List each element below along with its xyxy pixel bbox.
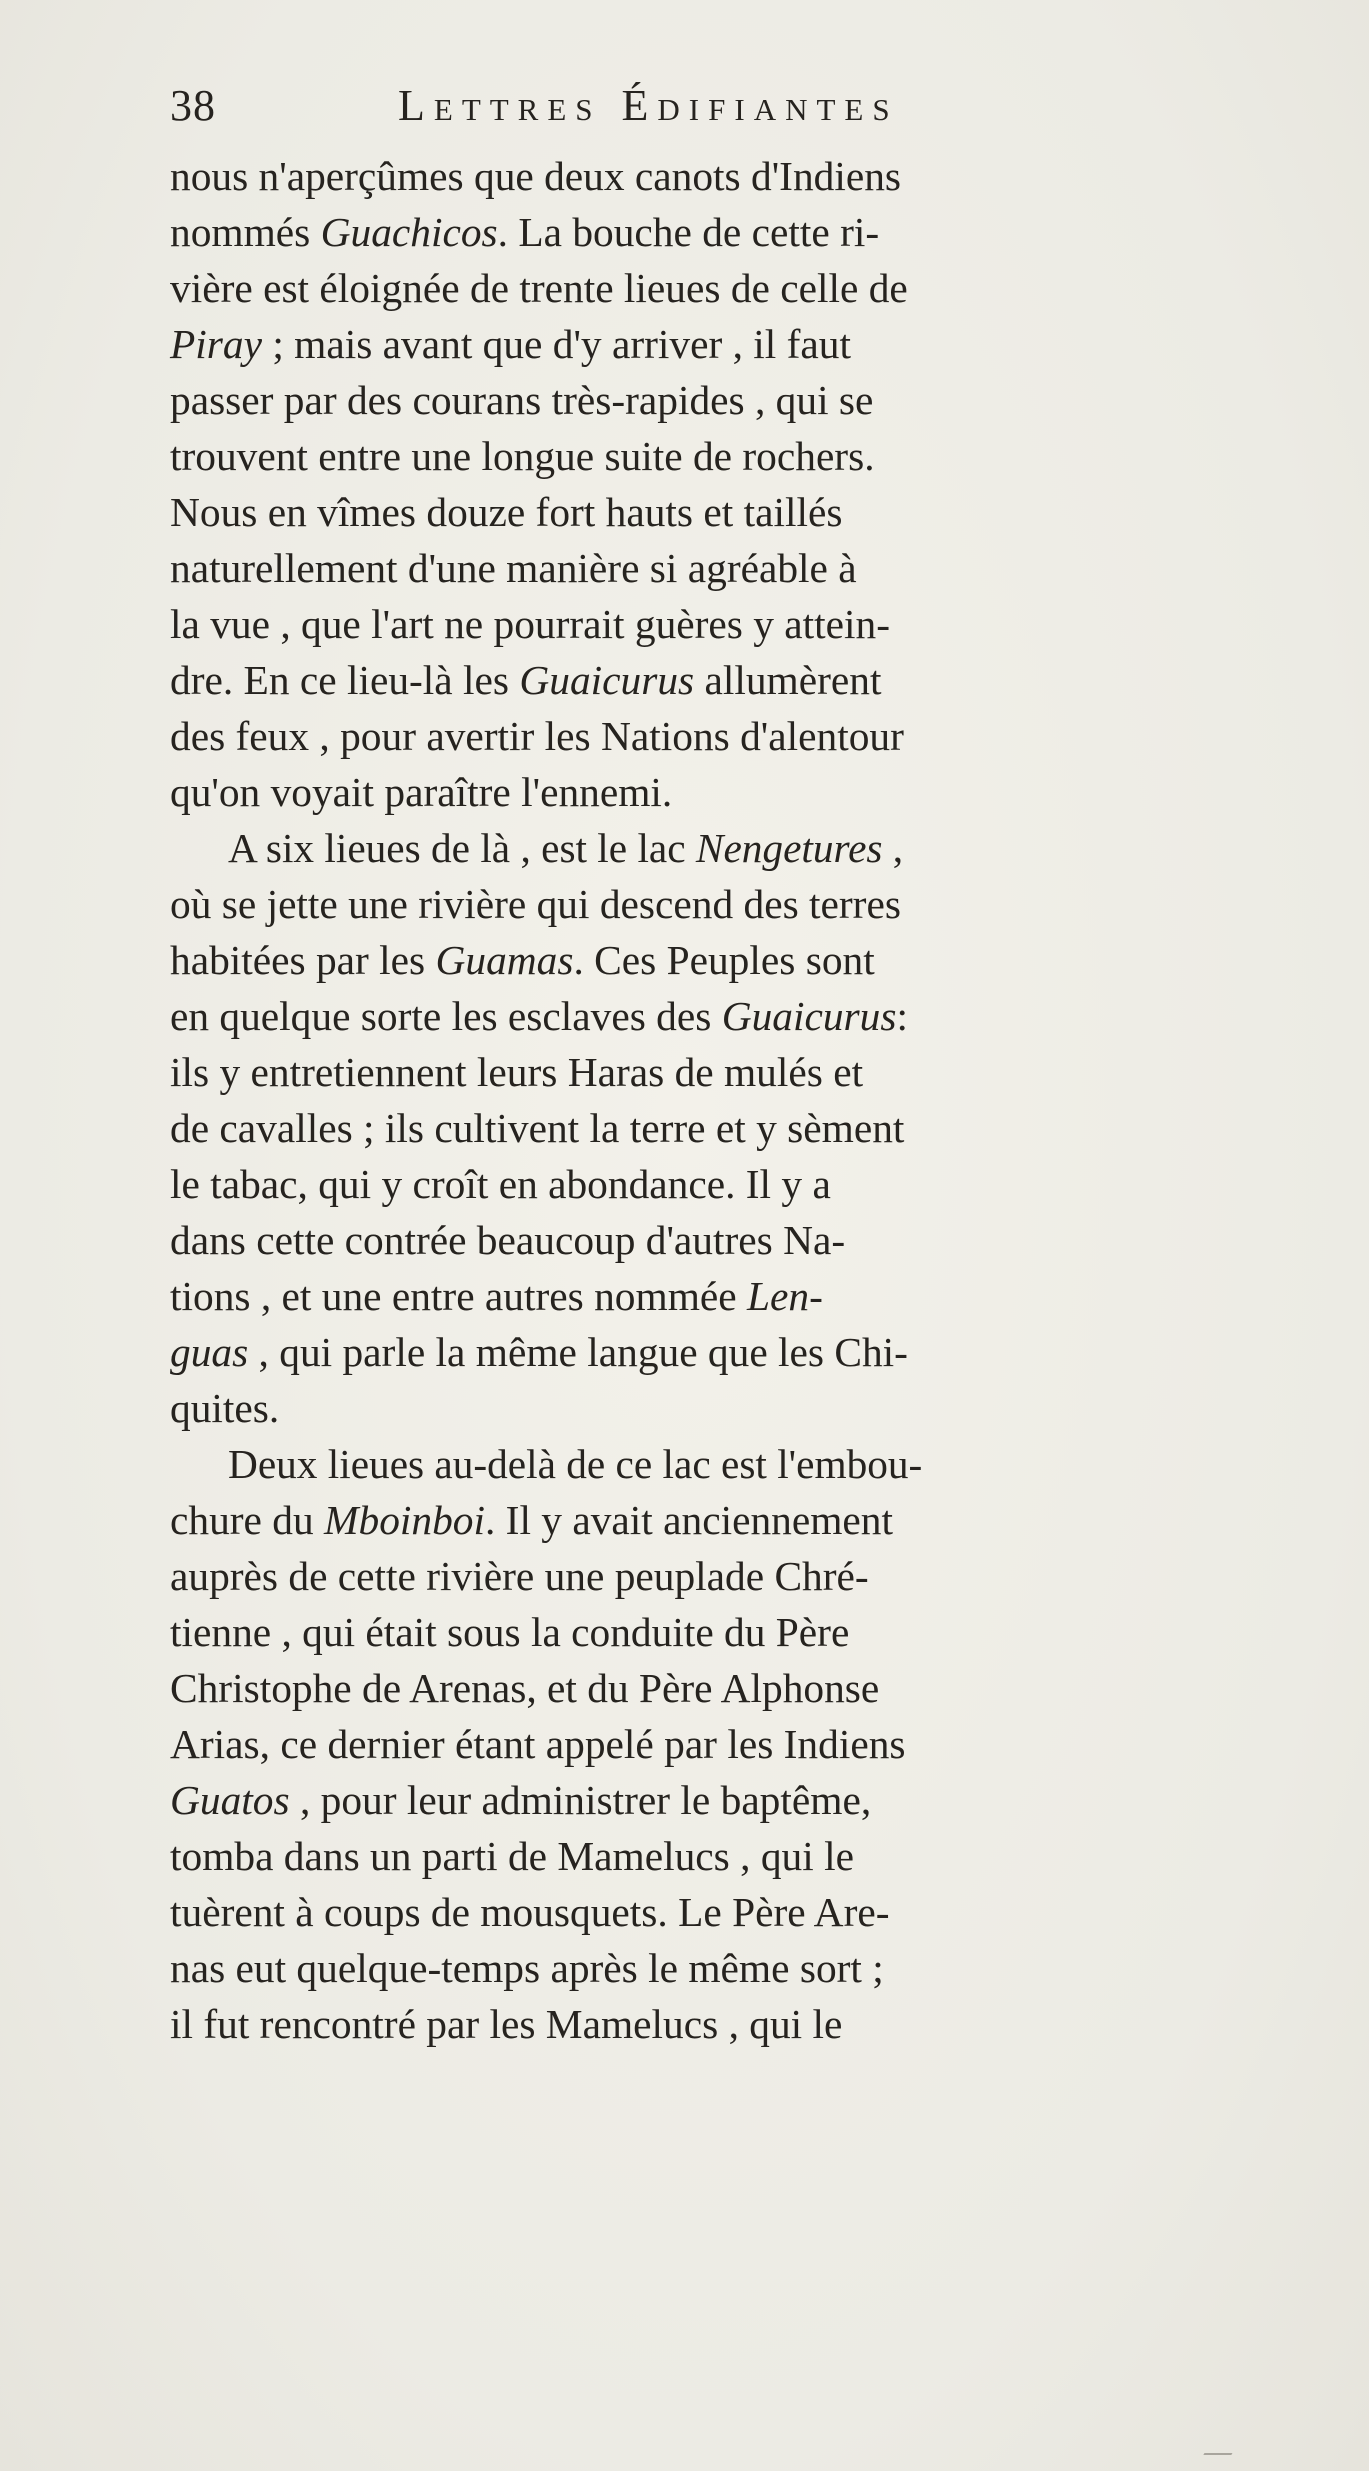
text-segment: nous n'aperçûmes que deux canots d'Indiens [170, 153, 902, 199]
body-text [170, 148, 1250, 2052]
italic-name: Guamas [435, 937, 574, 983]
text-line [170, 1268, 1250, 1324]
text-line [170, 260, 1250, 316]
text-segment: . Il y avait anciennement [484, 1497, 893, 1543]
text-segment: de cavalles ; ils cultivent la terre et y sèment [170, 1105, 905, 1151]
italic-name: Mboinboi [324, 1497, 485, 1543]
text-segment: Arias, ce dernier étant appelé par les Indiens [170, 1721, 906, 1767]
text-segment: le tabac, qui y croît en abondance. Il y a [170, 1161, 831, 1207]
text-line [170, 1436, 1250, 1492]
text-segment: dans cette contrée beaucoup d'autres Na- [170, 1217, 846, 1263]
text-segment: des feux , pour avertir les Nations d'alentour [170, 713, 904, 759]
text-line [170, 1492, 1250, 1548]
text-segment: allumèrent [694, 657, 882, 703]
text-segment: : [896, 993, 908, 1039]
text-segment: dre. En ce lieu-là les [170, 657, 520, 703]
page-corner-mark [1198, 2453, 1233, 2465]
text-line [170, 1604, 1250, 1660]
text-segment: trouvent entre une longue suite de rochers. [170, 433, 875, 479]
text-segment: tienne , qui était sous la conduite du Père [170, 1609, 850, 1655]
text-segment: Christophe de Arenas, et du Père Alphonse [170, 1665, 880, 1711]
text-segment: Deux lieues au-delà de ce lac est l'embou- [228, 1441, 923, 1487]
page-number: 38 [170, 81, 216, 130]
italic-name: guas [170, 1329, 249, 1375]
text-segment: , [882, 825, 904, 871]
text-line [170, 1772, 1250, 1828]
text-line [170, 596, 1250, 652]
text-line [170, 652, 1250, 708]
text-segment: tuèrent à coups de mousquets. Le Père Are- [170, 1889, 890, 1935]
text-segment: naturellement d'une manière si agréable à [170, 545, 857, 591]
text-segment: A six lieues de là , est le lac [228, 825, 696, 871]
text-segment: , pour leur administrer le baptême, [289, 1777, 872, 1823]
text-line [170, 876, 1250, 932]
text-segment: nommés [170, 209, 321, 255]
italic-name: Guaicurus [721, 993, 897, 1039]
text-segment: il fut rencontré par les Mamelucs , qui le [170, 2001, 843, 2047]
text-segment: , qui parle la même langue que les Chi- [248, 1329, 908, 1375]
text-line [170, 708, 1250, 764]
text-line [170, 540, 1250, 596]
text-segment: ils y entretiennent leurs Haras de mulés et [170, 1049, 864, 1095]
text-segment: qu'on voyait paraître l'ennemi. [170, 769, 673, 815]
text-line [170, 1100, 1250, 1156]
text-segment: auprès de cette rivière une peuplade Chré- [170, 1553, 869, 1599]
text-segment: . Ces Peuples sont [573, 937, 875, 983]
text-segment: Nous en vîmes douze fort hauts et taillés [170, 489, 843, 535]
text-segment: vière est éloignée de trente lieues de celle de [170, 265, 908, 311]
text-line [170, 1828, 1250, 1884]
text-segment: tions , et une entre autres nommée [170, 1273, 747, 1319]
text-segment: nas eut quelque-temps après le même sort ; [170, 1945, 884, 1991]
text-line [170, 1548, 1250, 1604]
text-line [170, 1324, 1250, 1380]
text-segment: tomba dans un parti de Mamelucs , qui le [170, 1833, 854, 1879]
text-segment: habitées par les [170, 937, 436, 983]
text-line [170, 1996, 1250, 2052]
text-line [170, 316, 1250, 372]
text-line [170, 1380, 1250, 1436]
text-segment: où se jette une rivière qui descend des terres [170, 881, 901, 927]
text-line [170, 820, 1250, 876]
text-line [170, 204, 1250, 260]
italic-name: Nengetures [695, 825, 883, 871]
italic-name: Guatos [170, 1777, 290, 1823]
text-line [170, 372, 1250, 428]
text-line [170, 764, 1250, 820]
text-segment: quites. [170, 1385, 280, 1431]
italic-name: Guachicos [320, 209, 498, 255]
text-line [170, 1156, 1250, 1212]
text-line [170, 1212, 1250, 1268]
running-title: Lettres Édifiantes [398, 81, 899, 130]
text-segment: . La bouche de cette ri- [497, 209, 880, 255]
text-line [170, 1716, 1250, 1772]
text-line [170, 428, 1250, 484]
text-segment: ; mais avant que d'y arriver , il faut [261, 321, 851, 367]
text-line [170, 1660, 1250, 1716]
italic-name: Guaicurus [519, 657, 695, 703]
text-line [170, 148, 1250, 204]
text-segment: en quelque sorte les esclaves des [170, 993, 722, 1039]
text-segment: la vue , que l'art ne pourrait guères y attein- [170, 601, 891, 647]
page-header [170, 80, 1200, 150]
text-line [170, 1940, 1250, 1996]
text-line [170, 1884, 1250, 1940]
italic-name: Len- [746, 1273, 823, 1319]
text-line [170, 988, 1250, 1044]
text-line [170, 484, 1250, 540]
text-line [170, 1044, 1250, 1100]
text-segment: passer par des courans très-rapides , qui se [170, 377, 874, 423]
italic-name: Piray [170, 321, 262, 367]
text-segment: chure du [170, 1497, 325, 1543]
text-line [170, 932, 1250, 988]
